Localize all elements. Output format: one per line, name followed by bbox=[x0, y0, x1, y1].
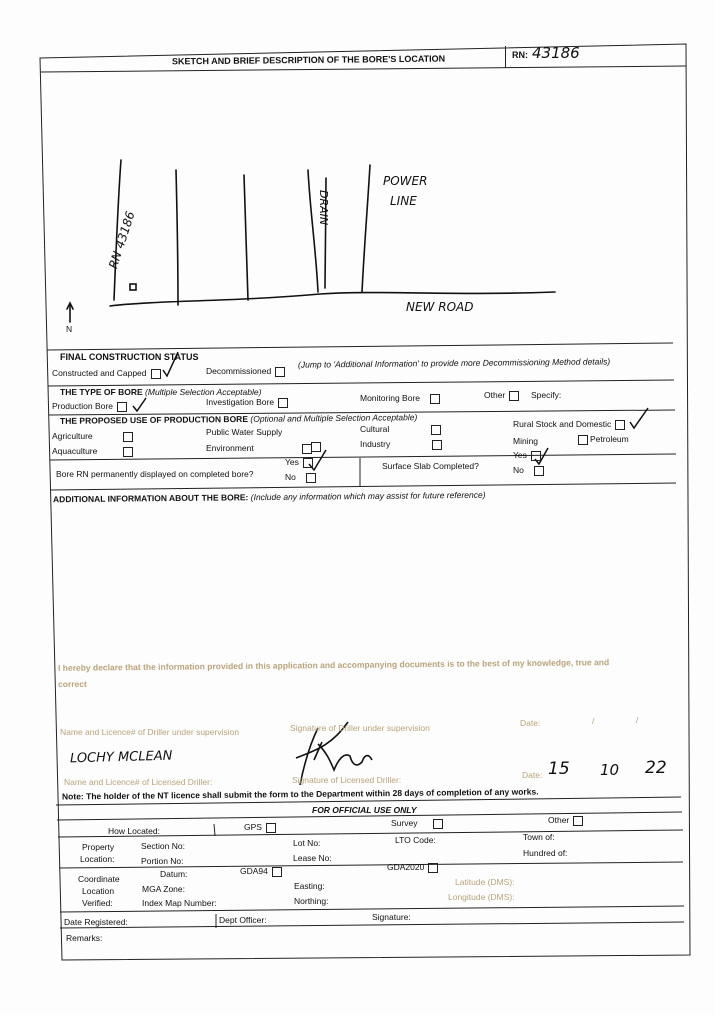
property-location-label: Location: bbox=[80, 854, 115, 864]
additional-info-heading: ADDITIONAL INFORMATION ABOUT THE BORE: (Include any information which may assist for future reference) bbox=[52, 489, 486, 505]
constructed-option[interactable]: Constructed and Capped bbox=[52, 368, 161, 379]
monitoring-bore-checkbox[interactable] bbox=[430, 394, 440, 404]
licensed-driller-label: Name and Licence# of Licensed Driller: bbox=[64, 777, 213, 787]
lot-no-label: Lot No: bbox=[293, 838, 321, 848]
slab-yes-option[interactable]: Yes bbox=[513, 450, 541, 461]
lease-no-label: Lease No: bbox=[293, 853, 332, 863]
public-water-option[interactable]: Public Water Supply bbox=[206, 427, 283, 437]
slab-question: Surface Slab Completed? bbox=[382, 461, 479, 471]
survey-option[interactable]: Survey bbox=[391, 818, 443, 829]
environment-option[interactable]: Environment bbox=[206, 443, 312, 454]
slab-no-checkbox[interactable] bbox=[534, 466, 544, 476]
rn-label: RN: bbox=[512, 50, 528, 60]
gda94-checkbox[interactable] bbox=[272, 867, 282, 877]
proposed-use-heading: THE PROPOSED USE OF PRODUCTION BORE (Optional and Multiple Selection Acceptable) bbox=[59, 412, 418, 426]
monitoring-bore-option[interactable]: Monitoring Bore bbox=[360, 393, 440, 404]
agriculture-option[interactable]: Agriculture bbox=[52, 431, 133, 442]
licensed-signature bbox=[310, 742, 315, 743]
agriculture-checkbox[interactable] bbox=[123, 432, 133, 442]
portion-no-label: Portion No: bbox=[141, 856, 184, 866]
latitude-label: Latitude (DMS): bbox=[455, 877, 515, 887]
how-located-label: How Located: bbox=[108, 826, 160, 836]
rn-no-checkbox[interactable] bbox=[306, 473, 316, 483]
lto-code-label: LTO Code: bbox=[395, 835, 436, 845]
industry-checkbox[interactable] bbox=[432, 440, 442, 450]
decommissioned-checkbox[interactable] bbox=[275, 367, 285, 377]
gps-option[interactable]: GPS bbox=[244, 822, 276, 833]
rural-checkbox[interactable] bbox=[615, 420, 625, 430]
decommissioned-option[interactable]: Decommissioned bbox=[206, 366, 285, 377]
datum-label: Datum: bbox=[160, 869, 188, 879]
coordinate-location-label: Location bbox=[82, 886, 115, 896]
constructed-checkbox[interactable] bbox=[151, 369, 161, 379]
public-water-checkbox[interactable] bbox=[311, 442, 321, 452]
licensed-driller-name: LOCHY MCLEAN bbox=[69, 748, 173, 767]
remarks-label: Remarks: bbox=[66, 933, 103, 943]
submission-note: Note: The holder of the NT licence shall submit the form to the Department within 28 days of completion of any works. bbox=[61, 786, 539, 802]
mga-zone-label: MGA Zone: bbox=[142, 884, 185, 894]
production-bore-option[interactable]: Production Bore bbox=[52, 401, 127, 412]
dept-officer-label: Dept Officer: bbox=[219, 915, 267, 925]
date-registered-label: Date Registered: bbox=[64, 917, 128, 927]
section-no-label: Section No: bbox=[141, 841, 185, 851]
longitude-label: Longitude (DMS): bbox=[448, 892, 515, 902]
construction-status-heading: FINAL CONSTRUCTION STATUS bbox=[60, 352, 199, 362]
bore-label: RN 43186 bbox=[106, 209, 138, 271]
slab-no-option[interactable]: No bbox=[513, 465, 544, 476]
property-label: Property bbox=[82, 842, 115, 852]
date-day: 15 bbox=[548, 759, 570, 779]
aquaculture-option[interactable]: Aquaculture bbox=[52, 446, 133, 457]
declaration-text: I hereby declare that the information provided in this application and accompanying documents is to the best of my knowledge, true and bbox=[57, 657, 610, 673]
other-located-checkbox[interactable] bbox=[573, 816, 583, 826]
decommissioned-note: (Jump to 'Additional Information' to provide more Decommissioning Method details) bbox=[297, 356, 611, 370]
gps-checkbox[interactable] bbox=[266, 823, 276, 833]
cultural-checkbox[interactable] bbox=[431, 425, 441, 435]
other-bore-checkbox[interactable] bbox=[509, 391, 519, 401]
other-bore-option[interactable]: Other bbox=[484, 390, 519, 401]
slab-yes-checkbox[interactable] bbox=[531, 451, 541, 461]
production-bore-checkbox[interactable] bbox=[117, 402, 127, 412]
rn-display-question: Bore RN permanently displayed on completed bore? bbox=[56, 469, 254, 479]
cultural-option[interactable]: Cultural bbox=[360, 424, 441, 435]
date-year: 22 bbox=[645, 758, 667, 778]
gda94-option[interactable]: GDA94 bbox=[240, 866, 282, 877]
form-title: SKETCH AND BRIEF DESCRIPTION OF THE BORE'S LOCATION bbox=[171, 53, 446, 67]
driller-supervision-label: Name and Licence# of Driller under supervision bbox=[60, 727, 240, 737]
coordinate-verified-label: Verified: bbox=[82, 898, 113, 908]
investigation-bore-option[interactable]: Investigation Bore bbox=[206, 397, 288, 408]
official-use-heading: FOR OFFICIAL USE ONLY bbox=[312, 805, 417, 815]
rn-no-option[interactable]: No bbox=[285, 472, 316, 483]
rn-yes-checkbox[interactable] bbox=[303, 458, 313, 468]
coordinate-label: Coordinate bbox=[78, 874, 120, 884]
industry-option[interactable]: Industry bbox=[360, 439, 442, 450]
date-month: 10 bbox=[600, 761, 620, 779]
investigation-bore-checkbox[interactable] bbox=[278, 398, 288, 408]
licensed-signature-label: Signature of Licensed Driller: bbox=[292, 775, 402, 785]
environment-checkbox[interactable] bbox=[302, 444, 312, 454]
index-map-label: Index Map Number: bbox=[142, 898, 217, 908]
declaration-text-2: correct bbox=[58, 679, 87, 689]
rn-yes-option[interactable]: Yes bbox=[285, 457, 313, 468]
date-separator-1: / bbox=[592, 716, 595, 726]
town-of-label: Town of: bbox=[523, 832, 555, 842]
gda2020-checkbox[interactable] bbox=[428, 863, 438, 873]
gda2020-option[interactable]: GDA2020 bbox=[387, 862, 438, 873]
petroleum-option[interactable]: Petroleum bbox=[578, 434, 629, 445]
north-label: N bbox=[66, 324, 73, 334]
specify-label: Specify: bbox=[531, 390, 562, 400]
rural-option[interactable]: Rural Stock and Domestic bbox=[513, 419, 625, 430]
date-separator-2: / bbox=[636, 715, 639, 725]
mining-option[interactable]: Mining bbox=[513, 436, 539, 446]
bore-type-heading: THE TYPE OF BORE (Multiple Selection Acceptable) bbox=[60, 387, 262, 397]
additional-info-field[interactable] bbox=[60, 510, 670, 650]
road-label: NEW ROAD bbox=[406, 300, 474, 314]
line-label: LINE bbox=[390, 194, 417, 208]
drain-label: DRAIN bbox=[317, 190, 330, 226]
hundred-of-label: Hundred of: bbox=[523, 848, 568, 858]
signature-label: Signature: bbox=[372, 912, 411, 922]
signature-supervision-label: Signature of Driller under supervision bbox=[290, 723, 430, 733]
date-supervision-label: Date: bbox=[520, 718, 541, 728]
easting-label: Easting: bbox=[294, 881, 325, 891]
other-located-option[interactable]: Other bbox=[548, 815, 583, 826]
northing-label: Northing: bbox=[294, 896, 329, 906]
survey-checkbox[interactable] bbox=[433, 819, 443, 829]
rn-value: 43186 bbox=[532, 44, 580, 62]
aquaculture-checkbox[interactable] bbox=[123, 447, 133, 457]
date-licensed-label: Date: bbox=[522, 770, 543, 780]
power-label: POWER bbox=[383, 174, 428, 188]
petroleum-checkbox[interactable] bbox=[578, 435, 588, 445]
